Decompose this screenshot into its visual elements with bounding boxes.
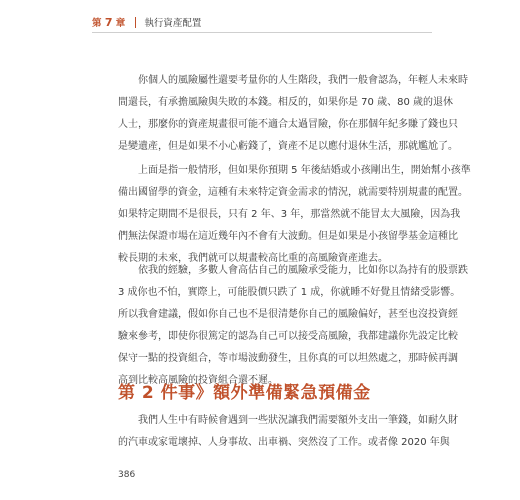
text-line: 們無法保證市場在這近幾年內不會有大波動。但是如果是小孩留學基金這種比 [118,231,458,242]
text-line: 依我的經驗，多數人會高估自己的風險承受能力，比如你以為持有的股票跌 [138,265,468,276]
text-line: 是變遺產，但是如果不小心虧錢了，資產不足以應付退休生活，那就尷尬了。 [118,141,458,152]
running-header [92,14,201,30]
section-heading: 第 2 件事》額外準備緊急預備金 [118,383,371,403]
chapter-title: 執行資產配置 [144,18,202,29]
text-line: 保守一點的投資組合，等市場波動發生，且你真的可以坦然處之，那時候再調 [118,353,458,364]
text-line: 驗來參考，即使你很篤定的認為自己可以接受高風險，我都建議你先設定比較 [118,331,458,342]
header-rule [92,32,432,33]
paragraph-4 [118,410,458,454]
text-line: 上面是指一般情形，但如果你預期 5 年後結婚或小孩剛出生，開始幫小孩準 [138,165,471,176]
text-line: 的汽車或家電壞掉、人身事故、出車禍、突然沒了工作。或者像 2020 年與 [118,437,450,448]
text-line: 備出國留學的資金，這種有未來特定資金需求的情況，就需要特別規畫的配置。 [118,187,468,198]
paragraph-3 [118,260,468,392]
text-line: 所以我會建議，假如你自己也不是很清楚你自己的風險偏好，甚至也沒投資經 [118,309,458,320]
text-line: 高到比較高風險的投資組合還不遲。 [118,375,278,386]
text-line: 3 成你也不怕，實際上，可能股價只跌了 1 成，你就睡不好覺且情緒受影響。 [118,287,461,298]
header-divider [135,17,136,28]
text-line: 你個人的風險屬性還要考量你的人生階段，我們一般會認為，年輕人未來時 [138,75,468,86]
text-line: 較長期的未來，我們就可以規畫較高比重的高風險資產進去。 [118,253,388,264]
paragraph-2 [118,160,471,270]
text-line: 我們人生中有時候會遇到一些狀況讓我們需要額外支出一筆錢，如耐久財 [138,415,458,426]
text-line: 間還長，有承擔風險與失敗的本錢。相反的，如果你是 70 歲、80 歲的退休 [118,97,453,108]
text-line: 如果特定期間不是很長，只有 2 年、3 年，那當然就不能冒太大風險，因為我 [118,209,461,220]
paragraph-1 [118,70,468,158]
chapter-label: 第 7 章 [92,16,126,29]
page-number: 386 [118,470,136,480]
text-line: 人士，那麼你的資產規畫很可能不適合太過冒險，你在那個年紀多賺了錢也只 [118,119,458,130]
